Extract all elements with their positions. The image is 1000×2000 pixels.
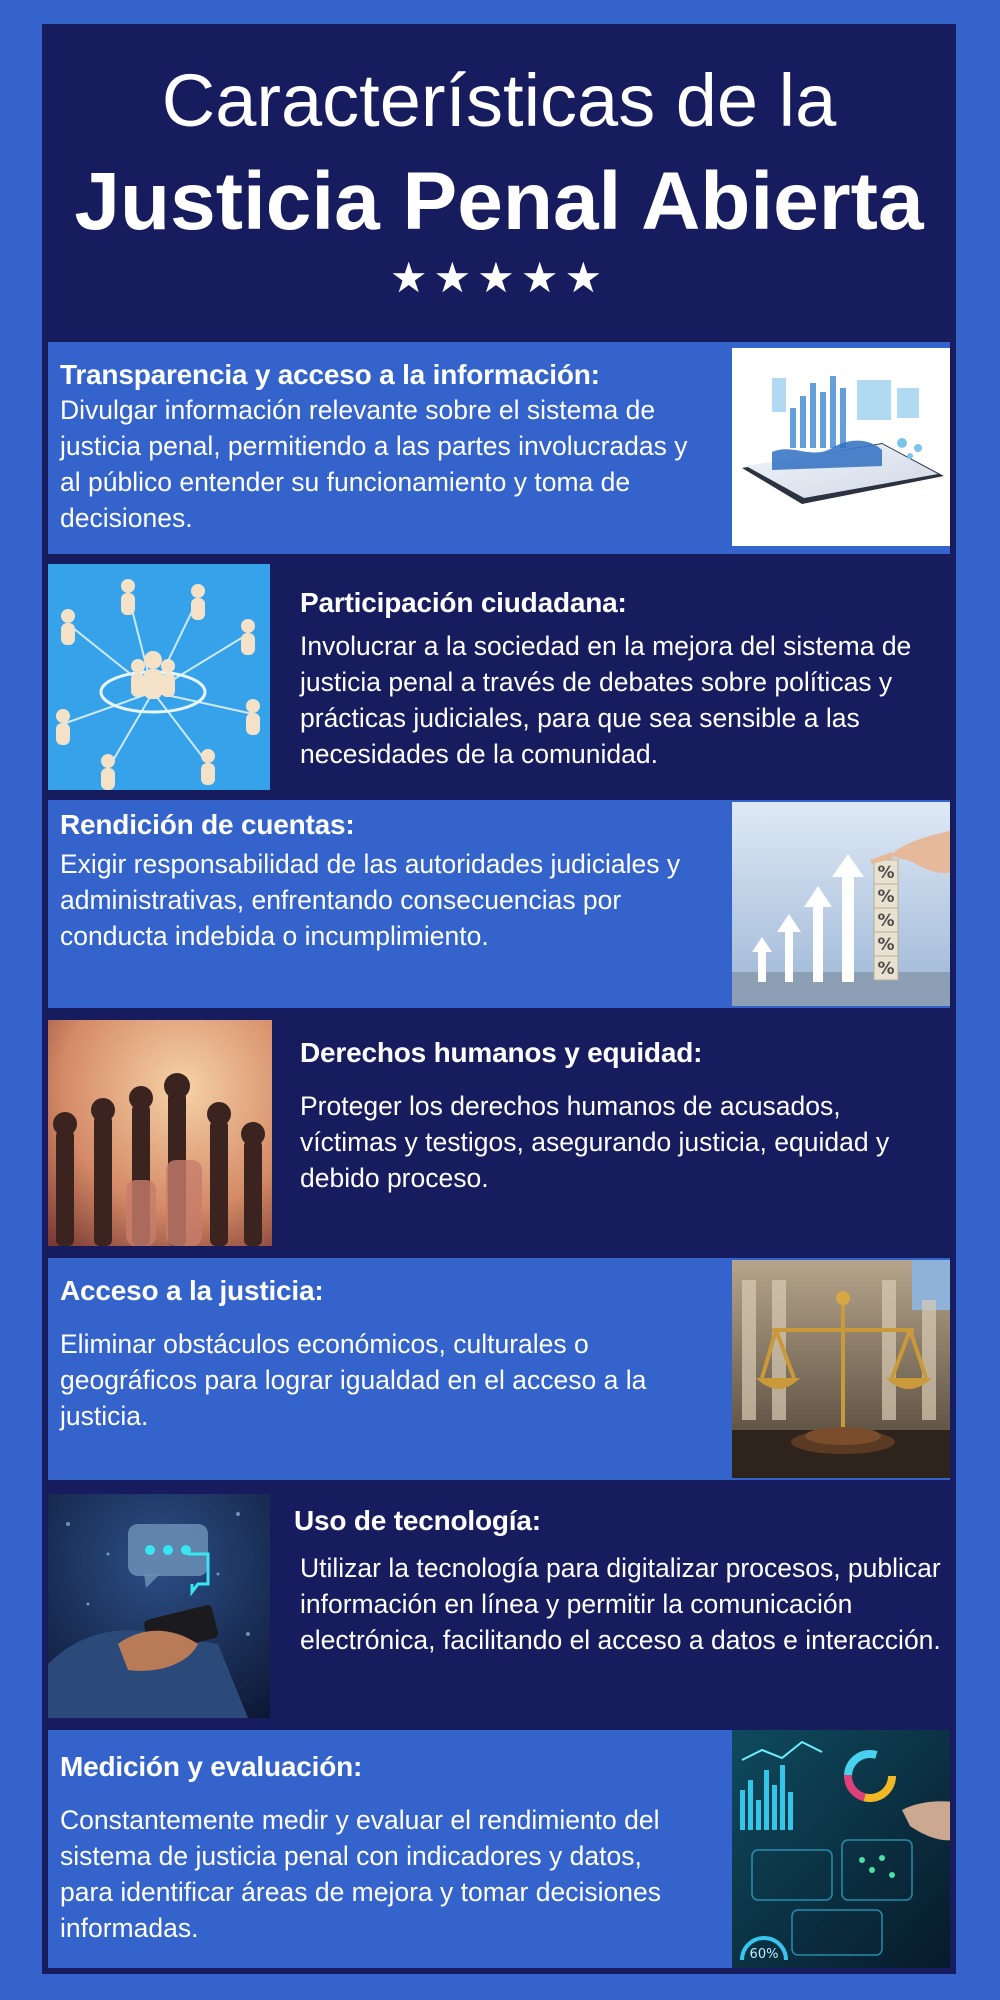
item-body: Eliminar obstáculos económicos, culturales o geográficos para lograr igualdad en el acceso a la justicia. <box>60 1329 647 1431</box>
item-transparency <box>48 342 950 554</box>
item-heading: Rendición de cuentas: <box>60 809 355 840</box>
title-line-2: Justicia Penal Abierta <box>74 156 924 247</box>
item-heading: Participación ciudadana: <box>300 587 627 618</box>
percent-label: % <box>877 935 895 955</box>
rating-stars-icon: ★★★★★ <box>389 254 609 301</box>
infographic-frame <box>42 24 956 1974</box>
item-body: Utilizar la tecnología para digitalizar procesos, publicar información en línea y permitir la comunicación electrónica, facilitando el acceso a datos e interacción. <box>300 1553 941 1655</box>
percent-label: % <box>877 863 895 883</box>
raised-fists-image <box>48 1020 272 1246</box>
item-heading: Acceso a la justicia: <box>60 1275 324 1306</box>
item-text <box>300 1036 940 1196</box>
smartphone-chat-image <box>48 1494 270 1718</box>
item-text <box>60 358 700 536</box>
item-accountability <box>48 800 950 1008</box>
item-heading: Medición y evaluación: <box>60 1751 363 1782</box>
item-technology <box>48 1490 950 1722</box>
gauge-label: 60% <box>749 1947 779 1962</box>
item-measurement <box>48 1730 950 1968</box>
item-body: Constantemente medir y evaluar el rendimiento del sistema de justicia penal con indicadores y datos, para identificar áreas de mejora y tomar decisiones informadas. <box>60 1805 661 1943</box>
item-text <box>60 1274 700 1434</box>
data-dashboard-image <box>732 1730 950 1968</box>
item-body: Involucrar a la sociedad en la mejora del sistema de justicia penal a través de debates sobre políticas y prácticas judiciales, para que sea sensible a las necesidades de la comunidad. <box>300 631 912 769</box>
item-body: Divulgar información relevante sobre el sistema de justicia penal, permitiendo a las partes involucradas y al público entender su funcionamiento y toma de decisiones. <box>60 395 688 533</box>
item-heading: Transparencia y acceso a la información: <box>60 359 600 390</box>
item-body: Exigir responsabilidad de las autoridades judiciales y administrativas, enfrentando consecuencias por conducta indebida o incumplimiento. <box>60 849 681 951</box>
title-line-1: Características de la <box>161 59 837 142</box>
item-text <box>60 1750 700 1946</box>
item-text <box>300 586 940 772</box>
item-body: Proteger los derechos humanos de acusados, víctimas y testigos, asegurando justicia, equidad y debido proceso. <box>300 1091 890 1193</box>
percent-label: % <box>877 911 895 931</box>
growth-arrows-image <box>732 802 950 1006</box>
tablet-dashboard-image <box>732 348 950 546</box>
item-text <box>294 1504 944 1658</box>
community-network-image <box>48 564 270 790</box>
item-access-to-justice <box>48 1258 950 1480</box>
item-heading: Derechos humanos y equidad: <box>300 1037 703 1068</box>
item-text <box>60 808 700 954</box>
item-human-rights <box>48 1020 950 1246</box>
percent-label: % <box>877 887 895 907</box>
item-participation <box>48 564 950 790</box>
item-heading: Uso de tecnología: <box>294 1505 541 1536</box>
justice-scale-image <box>732 1260 950 1478</box>
percent-label: % <box>877 959 895 979</box>
header <box>42 24 956 342</box>
